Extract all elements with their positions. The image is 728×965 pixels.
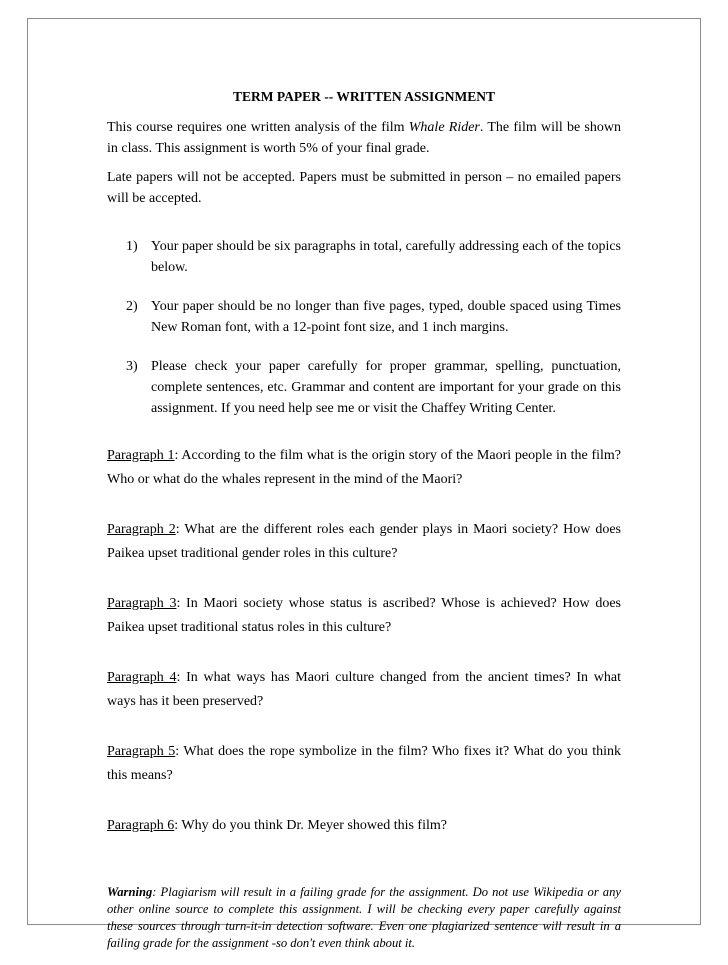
- warning-text: : Plagiarism will result in a failing grade for the assignment. Do not use Wikipedia or any other online source to complete this assignment. I will be checking every paper carefully against these sources through turn-it-in detection software. Even one plagiarized sentence will result in a failing grade for the assignment -so don't even think about it.: [107, 885, 621, 950]
- requirements-list: [107, 236, 621, 419]
- paragraph-question: : In what ways has Maori culture changed from the ancient times? In what ways has it been preserved?: [107, 670, 621, 709]
- document-title: TERM PAPER -- WRITTEN ASSIGNMENT: [232, 89, 496, 104]
- paragraph-topic-3: [107, 592, 621, 640]
- paragraph-question: : What are the different roles each gender plays in Maori society? How does Paikea upset traditional gender roles in this culture?: [107, 522, 621, 561]
- requirement-number: 1): [126, 239, 138, 254]
- paragraph-label: Paragraph 1: [107, 448, 175, 463]
- plagiarism-warning: [107, 884, 621, 952]
- requirement-text: Please check your paper carefully for proper grammar, spelling, punctuation, complete sentences, etc. Grammar and content are important for your grade on this assignment. If you need help see me or visit the Chaffey Writing Center.: [151, 359, 621, 416]
- paragraph-topic-4: [107, 666, 621, 714]
- paragraph-topics: [107, 444, 621, 838]
- requirement-item: [107, 356, 621, 419]
- requirement-text: Your paper should be six paragraphs in total, carefully addressing each of the topics below.: [151, 239, 621, 275]
- paragraph-question: : What does the rope symbolize in the film? Who fixes it? What do you think this means?: [107, 744, 621, 783]
- requirement-number: 2): [126, 299, 138, 314]
- paragraph-question: : Why do you think Dr. Meyer showed this film?: [174, 818, 447, 833]
- paragraph-label: Paragraph 3: [107, 596, 177, 611]
- paragraph-label: Paragraph 6: [107, 818, 175, 833]
- paragraph-label: Paragraph 2: [107, 522, 176, 537]
- late-policy-paragraph: Late papers will not be accepted. Papers must be submitted in person – no emailed papers will be accepted.: [107, 170, 621, 206]
- intro-text-end: . The film will be shown in class. This assignment is worth 5% of your final grade.: [107, 120, 621, 156]
- paragraph-label: Paragraph 5: [107, 744, 176, 759]
- requirement-item: [107, 296, 621, 338]
- paragraph-topic-5: [107, 740, 621, 788]
- document-body: [107, 86, 621, 965]
- requirement-item: [107, 236, 621, 278]
- paragraph-question: : According to the film what is the origin story of the Maori people in the film? Who or what do the whales represent in the mind of the Maori?: [107, 448, 621, 487]
- film-title: Whale Rider: [408, 120, 480, 135]
- paragraph-label: Paragraph 4: [107, 670, 177, 685]
- intro-text-start: This course requires one written analysis of the film: [107, 120, 409, 135]
- intro-paragraph: [107, 117, 621, 159]
- paragraph-question: : In Maori society whose status is ascribed? Whose is achieved? How does Paikea upset traditional status roles in this culture?: [107, 596, 621, 635]
- requirement-text: Your paper should be no longer than five pages, typed, double spaced using Times New Roman font, with a 12-point font size, and 1 inch margins.: [151, 299, 621, 335]
- paragraph-topic-1: [107, 444, 621, 492]
- requirement-number: 3): [126, 359, 138, 374]
- warning-label: Warning: [107, 885, 153, 899]
- paragraph-topic-2: [107, 518, 621, 566]
- paragraph-topic-6: [107, 814, 621, 838]
